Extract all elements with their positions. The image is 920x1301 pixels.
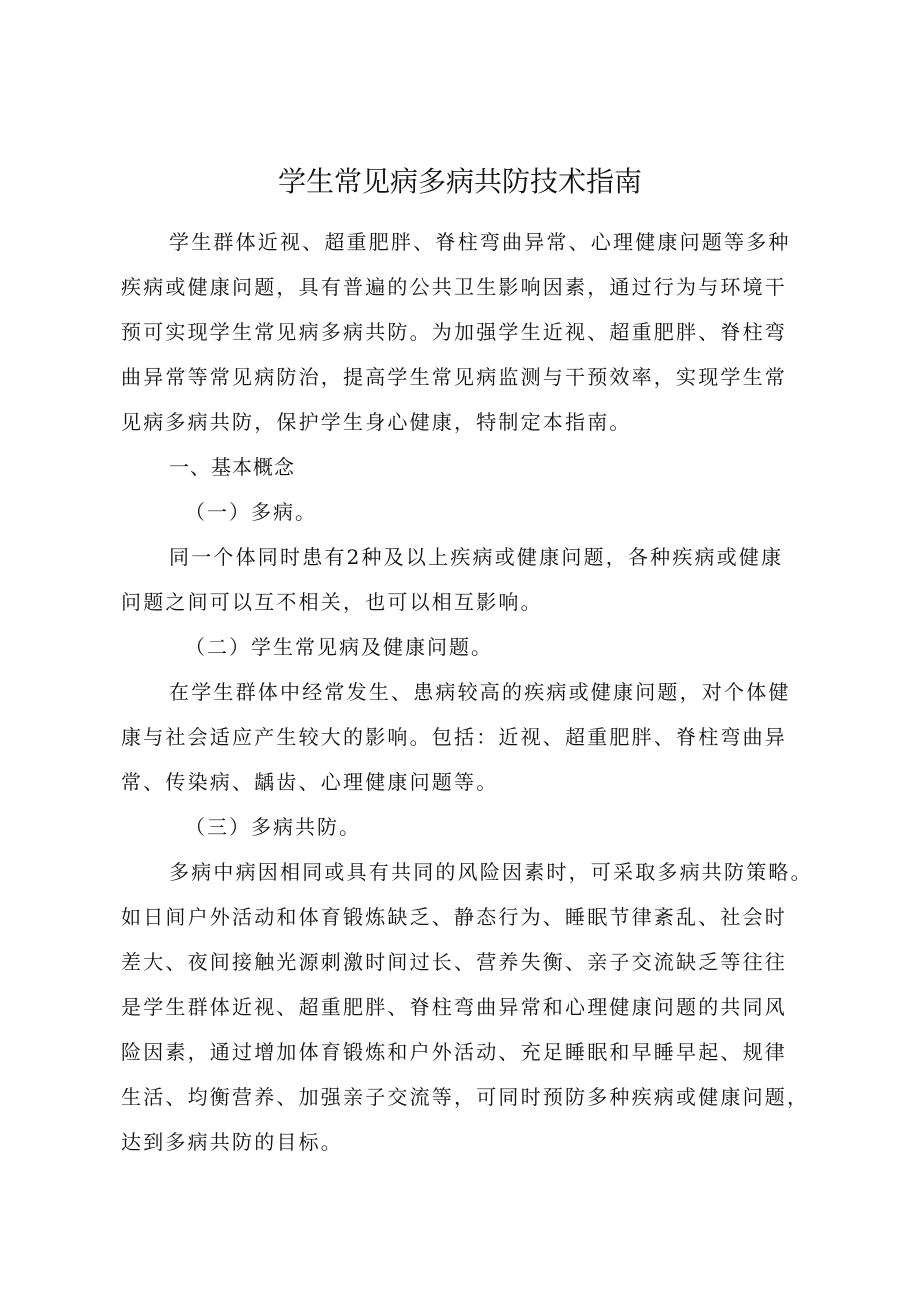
text-line: 是学生群体近视、超重肥胖、脊柱弯曲异常和心理健康问题的共同风 — [121, 995, 787, 1019]
text-line: 同一个体同时患有2种及以上疾病或健康问题，各种疾病或健康 — [169, 545, 784, 569]
text-line: 学生群体近视、超重肥胖、脊柱弯曲异常、心理健康问题等多种 — [169, 230, 791, 254]
text-line: 险因素，通过增加体育锻炼和户外活动、充足睡眠和早睡早起、规律 — [121, 1040, 787, 1064]
document-body — [121, 220, 811, 1165]
subsection-heading: （一）多病。 — [185, 500, 317, 524]
subsection-paragraph — [121, 850, 811, 1165]
subsection-paragraph — [121, 535, 811, 625]
subsection-heading: （三）多病共防。 — [185, 815, 361, 839]
text-line: 差大、夜间接触光源刺激时间过长、营养失衡、亲子交流缺乏等往往 — [121, 950, 787, 974]
text-line: 康与社会适应产生较大的影响。包括：近视、超重肥胖、脊柱弯曲异 — [121, 725, 787, 749]
intro-paragraph — [121, 220, 811, 445]
text-line: 如日间户外活动和体育锻炼缺乏、静态行为、睡眠节律紊乱、社会时 — [121, 905, 787, 929]
subsection-paragraph — [121, 670, 811, 805]
text-line: 预可实现学生常见病多病共防。为加强学生近视、超重肥胖、脊柱弯 — [121, 320, 787, 344]
subsection-heading: （二）学生常见病及健康问题。 — [185, 635, 493, 659]
text-line: 曲异常等常见病防治，提高学生常见病监测与干预效率，实现学生常 — [121, 365, 787, 389]
text-line: 疾病或健康问题，具有普遍的公共卫生影响因素，通过行为与环境干 — [121, 275, 787, 299]
text-line: 在学生群体中经常发生、患病较高的疾病或健康问题，对个体健 — [169, 680, 791, 704]
text-line: 达到多病共防的目标。 — [121, 1130, 343, 1154]
text-line: 见病多病共防，保护学生身心健康，特制定本指南。 — [121, 410, 632, 434]
text-line: 生活、均衡营养、加强亲子交流等，可同时预防多种疾病或健康问题， — [121, 1085, 810, 1109]
text-line: 多病中病因相同或具有共同的风险因素时，可采取多病共防策略。 — [169, 860, 813, 884]
document-title: 学生常见病多病共防技术指南 — [277, 165, 642, 198]
section-heading: 一、基本概念 — [169, 455, 295, 479]
text-line: 问题之间可以互不相关，也可以相互影响。 — [121, 590, 543, 614]
text-line: 常、传染病、龋齿、心理健康问题等。 — [121, 770, 499, 794]
